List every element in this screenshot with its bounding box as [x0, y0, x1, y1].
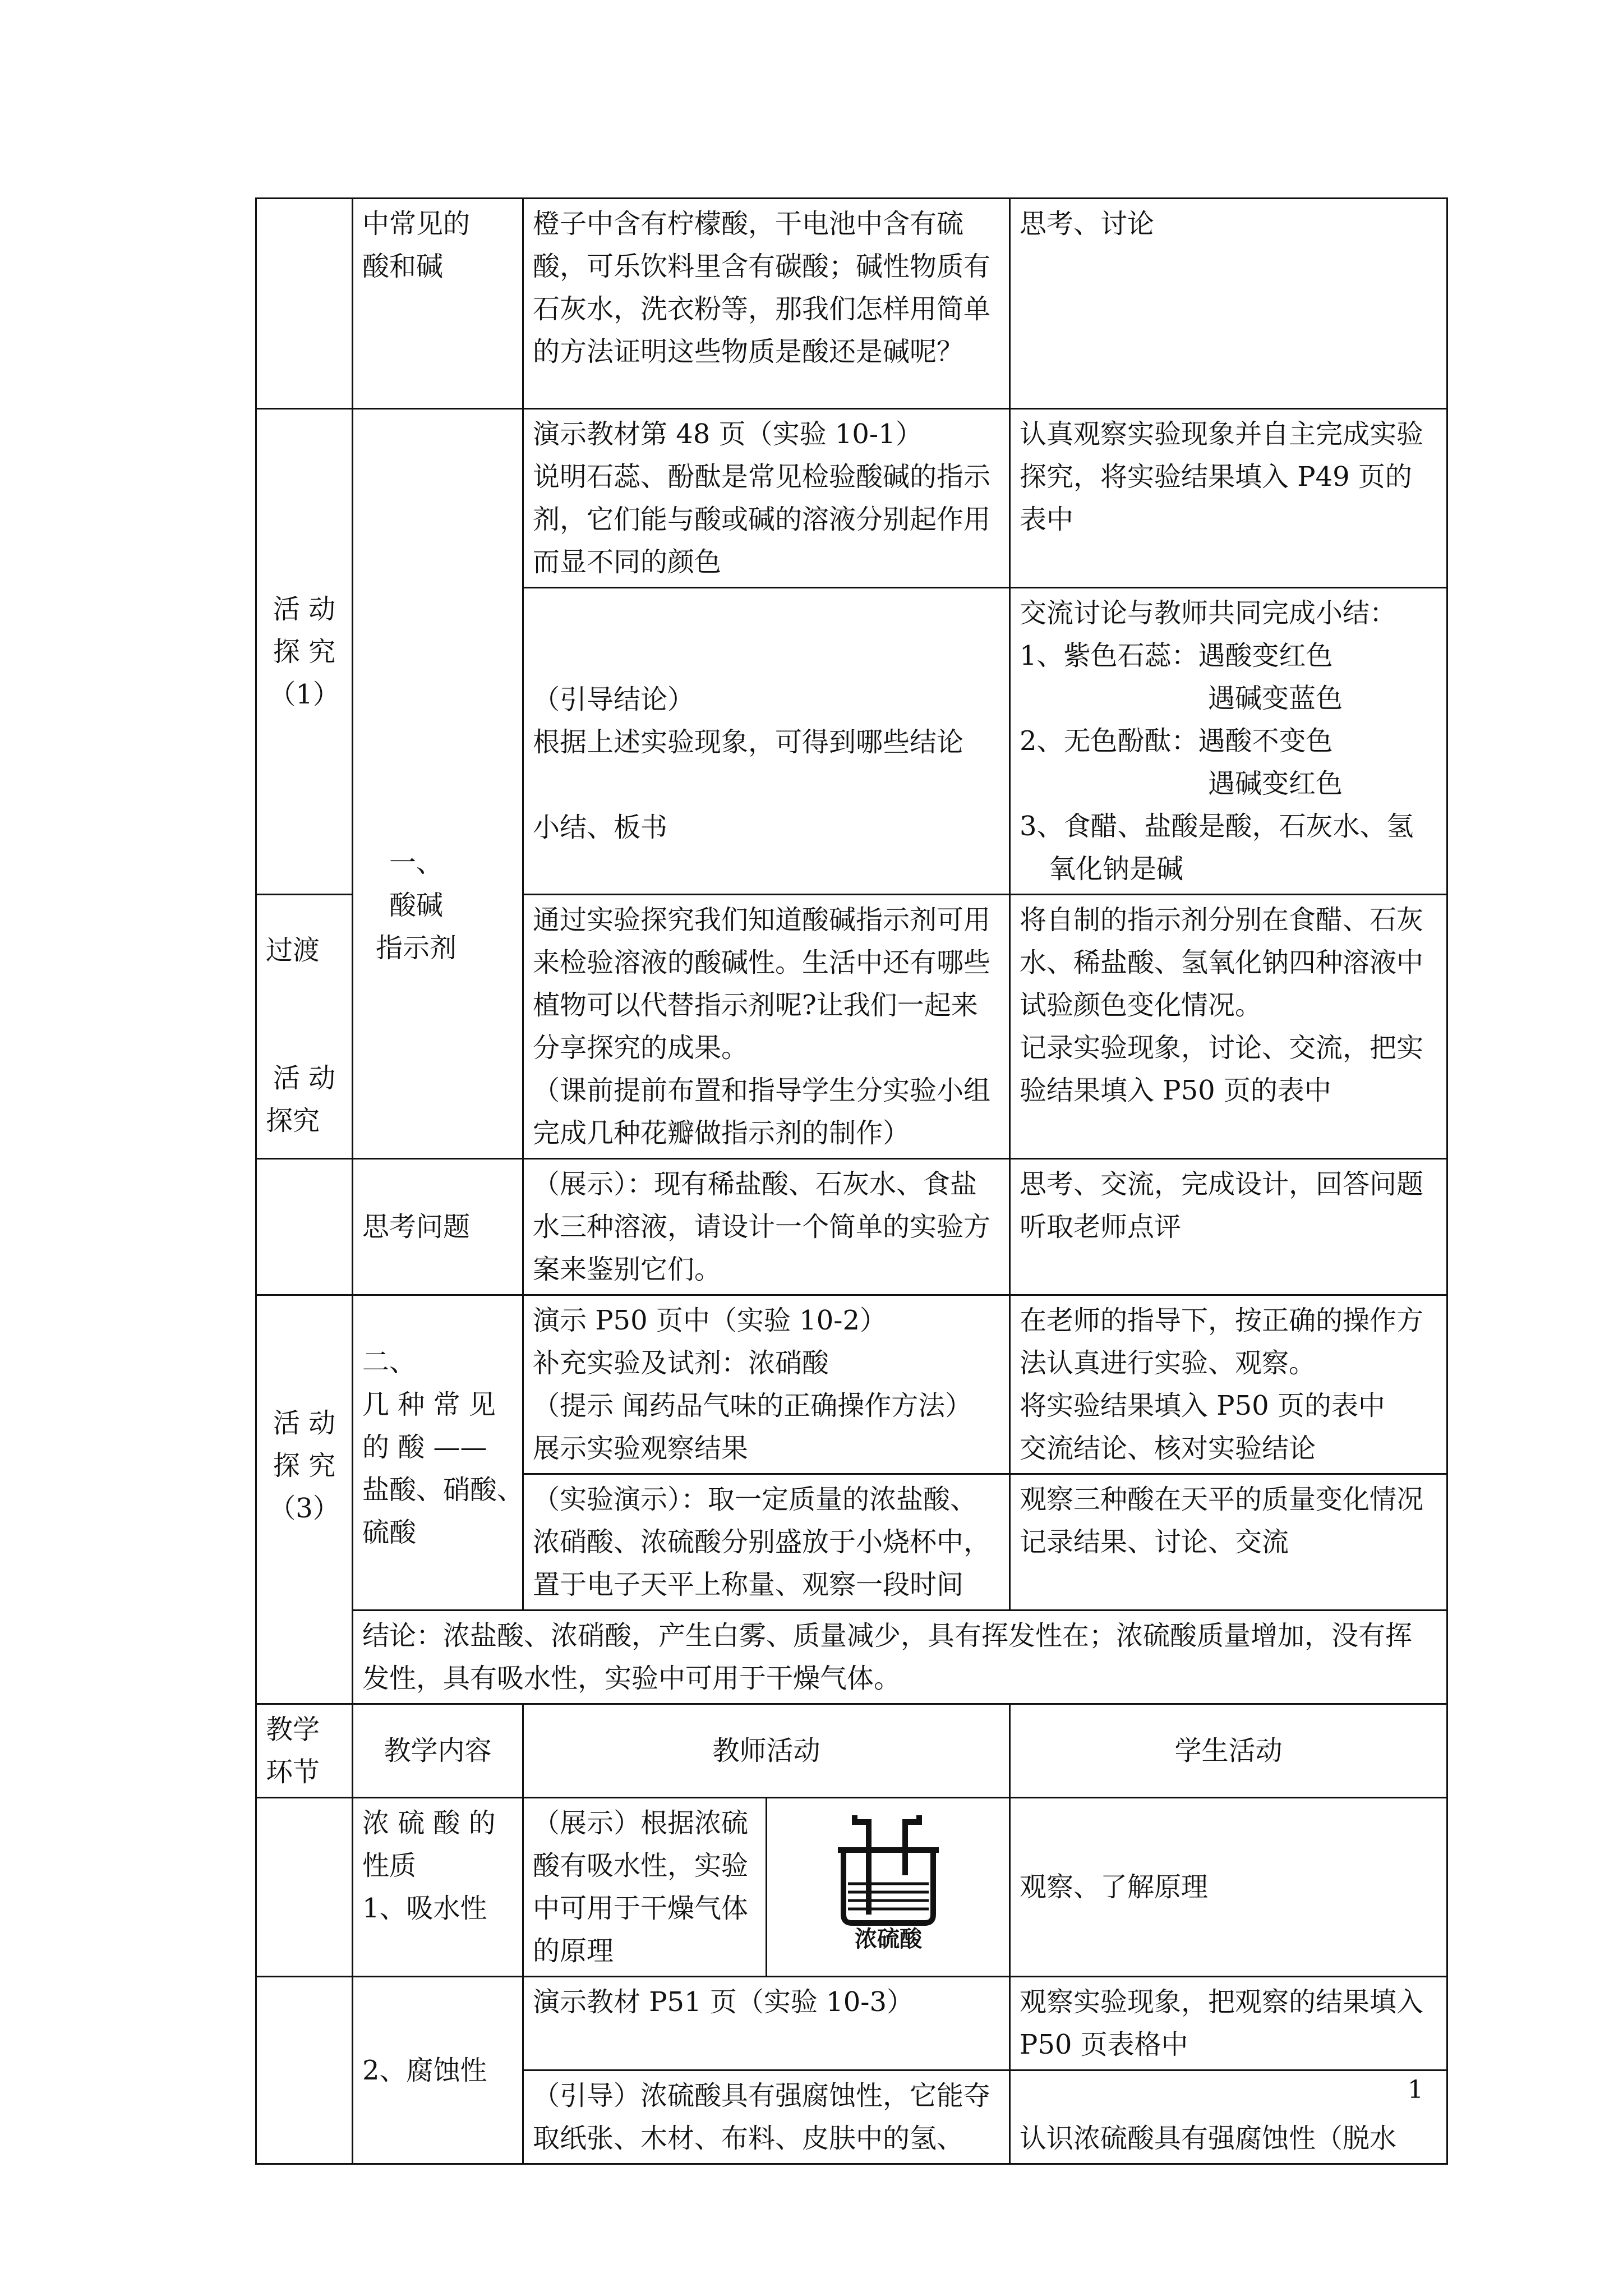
student-activity-cell: 交流讨论与教师共同完成小结： 1、紫色石蕊：遇酸变红色 遇碱变蓝色 2、无色酚酞：遇酸不变色 遇碱变红色 3、食醋、盐酸是酸，石灰水、氢 氧化钠是碱 — [1010, 588, 1447, 895]
teacher-activity-cell: 演示教材 P51 页（实验 10-3） — [523, 1977, 1010, 2070]
student-activity-cell: 观察、了解原理 — [1010, 1798, 1447, 1977]
teacher-activity-cell: 橙子中含有柠檬酸，干电池中含有硫酸，可乐饮料里含有碳酸；碱性物质有石灰水，洗衣粉等，那我们怎样用简单的方法证明这些物质是酸还是碱呢？ — [523, 199, 1010, 409]
student-activity-cell: 认真观察实验现象并自主完成实验探究，将实验结果填入 P49 页的表中 — [1010, 409, 1447, 588]
header-content-cell: 教学内容 — [353, 1704, 523, 1798]
teacher-activity-cell: 演示教材第 48 页（实验 10-1） 说明石蕊、酚酞是常见检验酸碱的指示剂，它们能与酸或碱的溶液分别起作用而显不同的颜色 — [523, 409, 1010, 588]
figure-cell — [767, 1798, 1010, 1977]
sulfuric-acid-drying-bottle-figure — [821, 1811, 956, 1951]
stage-cell: 过渡 活 动 探究 — [256, 895, 353, 1159]
teacher-activity-cell: 通过实验探究我们知道酸碱指示剂可用来检验溶液的酸碱性。生活中还有哪些植物可以代替指示剂呢?让我们一起来分享探究的成果。 （课前提前布置和指导学生分实验小组完成几种花瓣做指示剂的制作） — [523, 895, 1010, 1159]
student-activity-cell: 在老师的指导下，按正确的操作方法认真进行实验、观察。 将实验结果填入 P50 页的表中 交流结论、核对实验结论 — [1010, 1295, 1447, 1474]
teacher-activity-cell: 演示 P50 页中（实验 10-2） 补充实验及试剂：浓硝酸 （提示 闻药品气味的正确操作方法） 展示实验观察结果 — [523, 1295, 1010, 1474]
teacher-activity-cell: （实验演示）：取一定质量的浓盐酸、浓硝酸、浓硫酸分别盛放于小烧杯中，置于电子天平上称量、观察一段时间 — [523, 1474, 1010, 1611]
table-row — [256, 409, 1447, 588]
table-row — [256, 1159, 1447, 1295]
stage-cell: 活 动 探 究 （1） — [256, 409, 353, 895]
liquid-lines — [848, 1884, 929, 1909]
table-row — [256, 199, 1447, 409]
teacher-activity-cell: （展示）根据浓硫酸有吸水性，实验中可用于干燥气体的原理 — [523, 1798, 767, 1977]
table-row — [256, 1977, 1447, 2070]
table-row — [256, 1798, 1447, 1977]
student-activity-cell: 认识浓硫酸具有强腐蚀性（脱水 — [1010, 2070, 1447, 2164]
student-activity-cell: 观察实验现象，把观察的结果填入 P50 页表格中 — [1010, 1977, 1447, 2070]
student-activity-cell: 思考、交流，完成设计，回答问题 听取老师点评 — [1010, 1159, 1447, 1295]
student-activity-cell: 思考、讨论 — [1010, 199, 1447, 409]
stage-cell: 活 动 探 究 （3） — [256, 1295, 353, 1704]
header-stage-cell: 教学 环节 — [256, 1704, 353, 1798]
header-teacher-cell: 教师活动 — [523, 1704, 1010, 1798]
table-row — [256, 1611, 1447, 1704]
header-student-cell: 学生活动 — [1010, 1704, 1447, 1798]
lesson-plan-table — [255, 197, 1448, 2165]
student-activity-cell: 将自制的指示剂分别在食醋、石灰水、稀盐酸、氢氧化钠四种溶液中试验颜色变化情况。 记录实验现象，讨论、交流，把实验结果填入 P50 页的表中 — [1010, 895, 1447, 1159]
teacher-activity-cell: （引导结论） 根据上述实验现象，可得到哪些结论 小结、板书 — [523, 588, 1010, 895]
table-row — [256, 1295, 1447, 1474]
teacher-activity-cell: （展示）：现有稀盐酸、石灰水、食盐水三种溶液，请设计一个简单的实验方案来鉴别它们。 — [523, 1159, 1010, 1295]
figure-label: 浓硫酸 — [854, 1926, 922, 1951]
stage-cell — [256, 1977, 353, 2164]
stage-cell — [256, 199, 353, 409]
stage-cell — [256, 1159, 353, 1295]
page-number: 1 — [1408, 2076, 1423, 2104]
table-header-row — [256, 1704, 1447, 1798]
stage-cell — [256, 1798, 353, 1977]
content-cell: 二、 几 种 常 见 的 酸 —— 盐酸、硝酸、 硫酸 — [353, 1295, 523, 1611]
conclusion-cell: 结论：浓盐酸、浓硝酸，产生白雾、质量减少，具有挥发性在；浓硫酸质量增加，没有挥发性，具有吸水性，实验中可用于干燥气体。 — [353, 1611, 1447, 1704]
student-activity-cell: 观察三种酸在天平的质量变化情况 记录结果、讨论、交流 — [1010, 1474, 1447, 1611]
content-cell: 浓 硫 酸 的 性质 1、吸水性 — [353, 1798, 523, 1977]
gas-washing-bottle-icon — [838, 1815, 939, 1923]
content-cell: 思考问题 — [353, 1159, 523, 1295]
teacher-activity-cell: （引导）浓硫酸具有强腐蚀性，它能夺取纸张、木材、布料、皮肤中的氢、 — [523, 2070, 1010, 2164]
content-cell: 中常见的 酸和碱 — [353, 199, 523, 409]
content-cell: 2、腐蚀性 — [353, 1977, 523, 2164]
content-cell: 一、 酸碱 指示剂 — [353, 409, 523, 1159]
